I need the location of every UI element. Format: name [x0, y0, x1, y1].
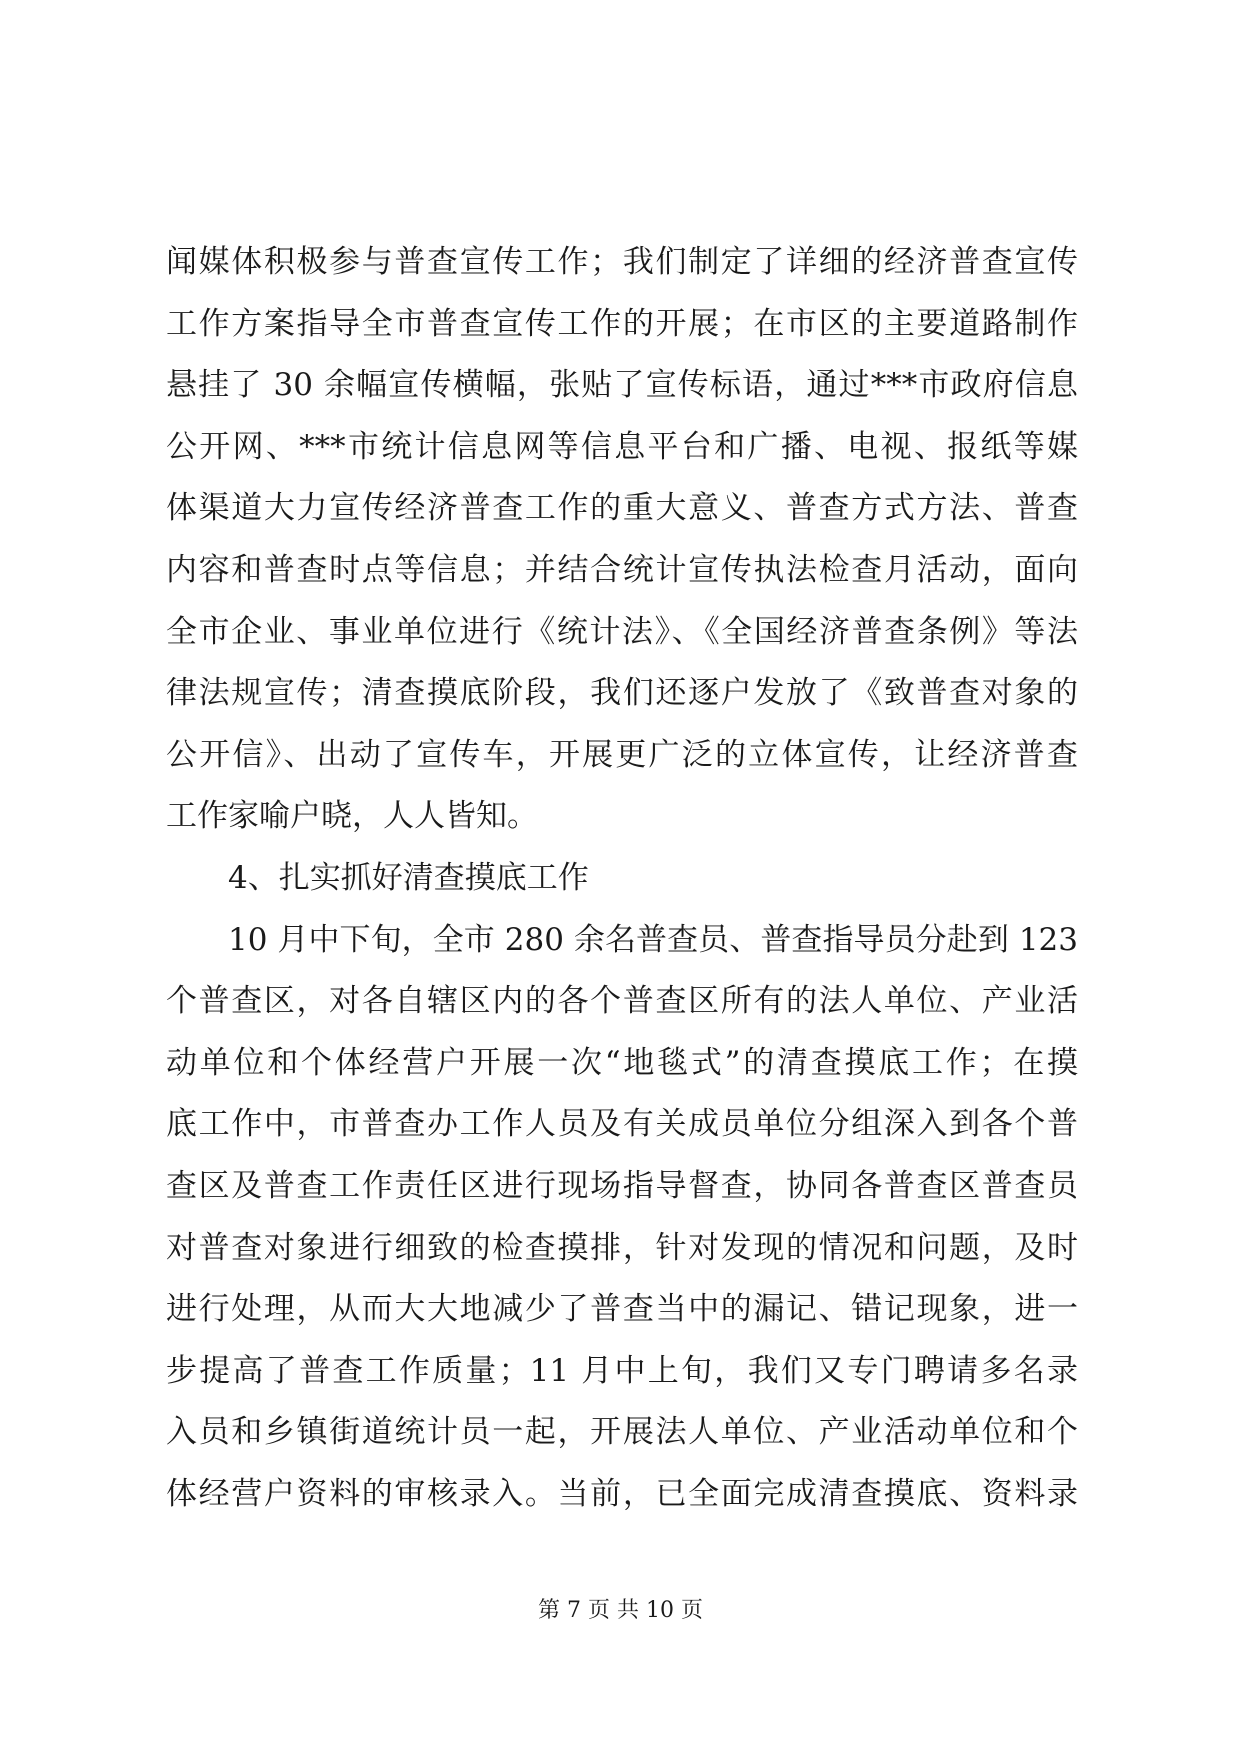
body-line: 对普查对象进行细致的检查摸排，针对发现的情况和问题，及时 [166, 1229, 1078, 1266]
document-body [166, 232, 1078, 1525]
body-line: 公开网、***市统计信息网等信息平台和广播、电视、报纸等媒 [166, 428, 1078, 465]
body-line: 10 月中下旬，全市 280 余名普查员、普查指导员分赴到 123 [228, 921, 1078, 958]
body-line: 进行处理，从而大大地减少了普查当中的漏记、错记现象，进一 [166, 1291, 1078, 1328]
body-line: 律法规宣传；清查摸底阶段，我们还逐户发放了《致普查对象的 [166, 675, 1078, 712]
body-line: 公开信》、出动了宣传车，开展更广泛的立体宣传，让经济普查 [166, 736, 1078, 773]
body-line: 个普查区，对各自辖区内的各个普查区所有的法人单位、产业活 [166, 983, 1078, 1020]
section-heading: 4、扎实抓好清查摸底工作 [228, 859, 589, 896]
body-line: 查区及普查工作责任区进行现场指导督查，协同各普查区普查员 [166, 1167, 1078, 1204]
body-line: 内容和普查时点等信息；并结合统计宣传执法检查月活动，面向 [166, 551, 1078, 588]
body-line: 体渠道大力宣传经济普查工作的重大意义、普查方式方法、普查 [166, 490, 1078, 527]
body-line: 工作家喻户晓，人人皆知。 [166, 798, 538, 835]
body-line: 步提高了普查工作质量；11 月中上旬，我们又专门聘请多名录 [166, 1352, 1078, 1389]
body-line: 闻媒体积极参与普查宣传工作；我们制定了详细的经济普查宣传 [166, 244, 1078, 280]
body-line: 底工作中，市普查办工作人员及有关成员单位分组深入到各个普 [166, 1106, 1078, 1143]
body-line: 悬挂了 30 余幅宣传横幅，张贴了宣传标语，通过***市政府信息 [166, 367, 1078, 404]
page-number-footer: 第 7 页 共 10 页 [538, 1598, 703, 1623]
body-line: 体经营户资料的审核录入。当前，已全面完成清查摸底、资料录 [166, 1475, 1078, 1512]
body-line: 入员和乡镇街道统计员一起，开展法人单位、产业活动单位和个 [166, 1414, 1078, 1451]
body-line: 工作方案指导全市普查宣传工作的开展；在市区的主要道路制作 [166, 305, 1078, 342]
body-line: 全市企业、事业单位进行《统计法》、《全国经济普查条例》等法 [166, 613, 1078, 650]
body-line: 动单位和个体经营户开展一次“地毯式”的清查摸底工作；在摸 [166, 1044, 1078, 1081]
